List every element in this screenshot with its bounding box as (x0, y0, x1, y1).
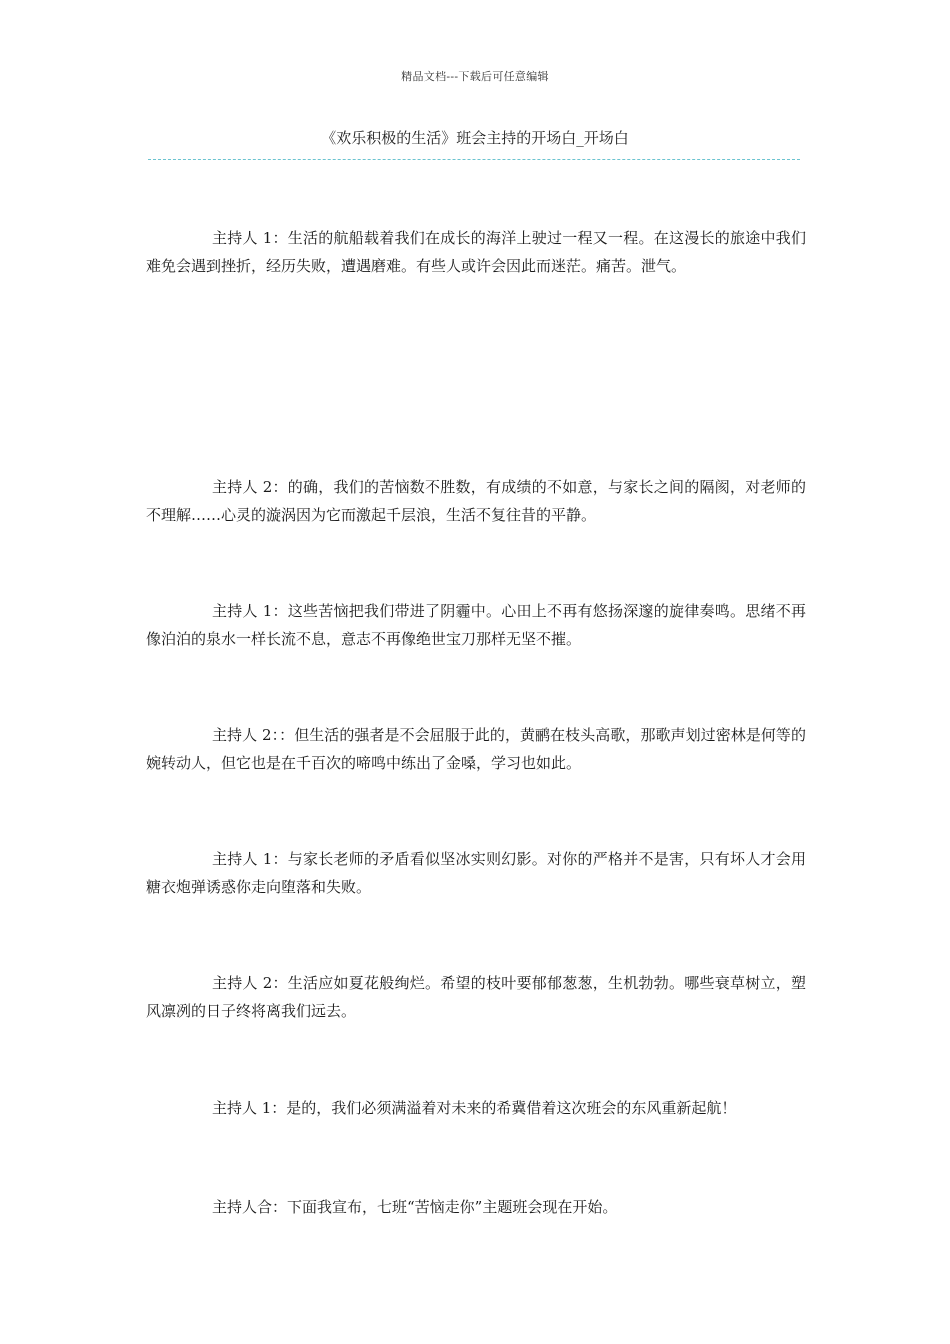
paragraph-host1-conflict: 主持人 1：与家长老师的矛盾看似坚冰实则幻影。对你的严格并不是害，只有坏人才会用糖衣炮弹诱惑你走向堕落和失败。 (146, 850, 806, 896)
paragraph-hosts-announce: 主持人合：下面我宣布，七班“苦恼走你”主题班会现在开始。 (212, 1198, 618, 1216)
paragraph-host2-summer: 主持人 2：生活应如夏花般绚烂。希望的枝叶要郁郁葱葱，生机勃勃。哪些衰草树立，塑风凛冽的日子终将离我们远去。 (146, 974, 806, 1020)
document-title: 《欢乐积极的生活》班会主持的开场白_开场白 (321, 129, 629, 147)
paragraph-host1-sail: 主持人 1：是的，我们必须满溢着对未来的希冀借着这次班会的东风重新起航！ (212, 1099, 737, 1117)
paragraph-host1-opening: 主持人 1：生活的航船载着我们在成长的海洋上驶过一程又一程。在这漫长的旅途中我们难免会遇到挫折，经历失败，遭遇磨难。有些人或许会因此而迷茫。痛苦。泄气。 (146, 229, 806, 275)
title-divider (148, 159, 800, 160)
page-header-watermark: 精品文档---下载后可任意编辑 (401, 70, 549, 83)
paragraph-host2-worries: 主持人 2：的确，我们的苦恼数不胜数，有成绩的不如意，与家长之间的隔阂，对老师的不理解……心灵的漩涡因为它而激起千层浪，生活不复往昔的平静。 (146, 478, 806, 524)
paragraph-host1-gloom: 主持人 1：这些苦恼把我们带进了阴霾中。心田上不再有悠扬深邃的旋律奏鸣。思绪不再像泊泊的泉水一样长流不息，意志不再像绝世宝刀那样无坚不摧。 (146, 602, 806, 648)
paragraph-host2-oriole: 主持人 2：：但生活的强者是不会屈服于此的，黄鹂在枝头高歌，那歌声划过密林是何等的婉转动人，但它也是在千百次的啼鸣中练出了金嗓，学习也如此。 (146, 726, 806, 772)
